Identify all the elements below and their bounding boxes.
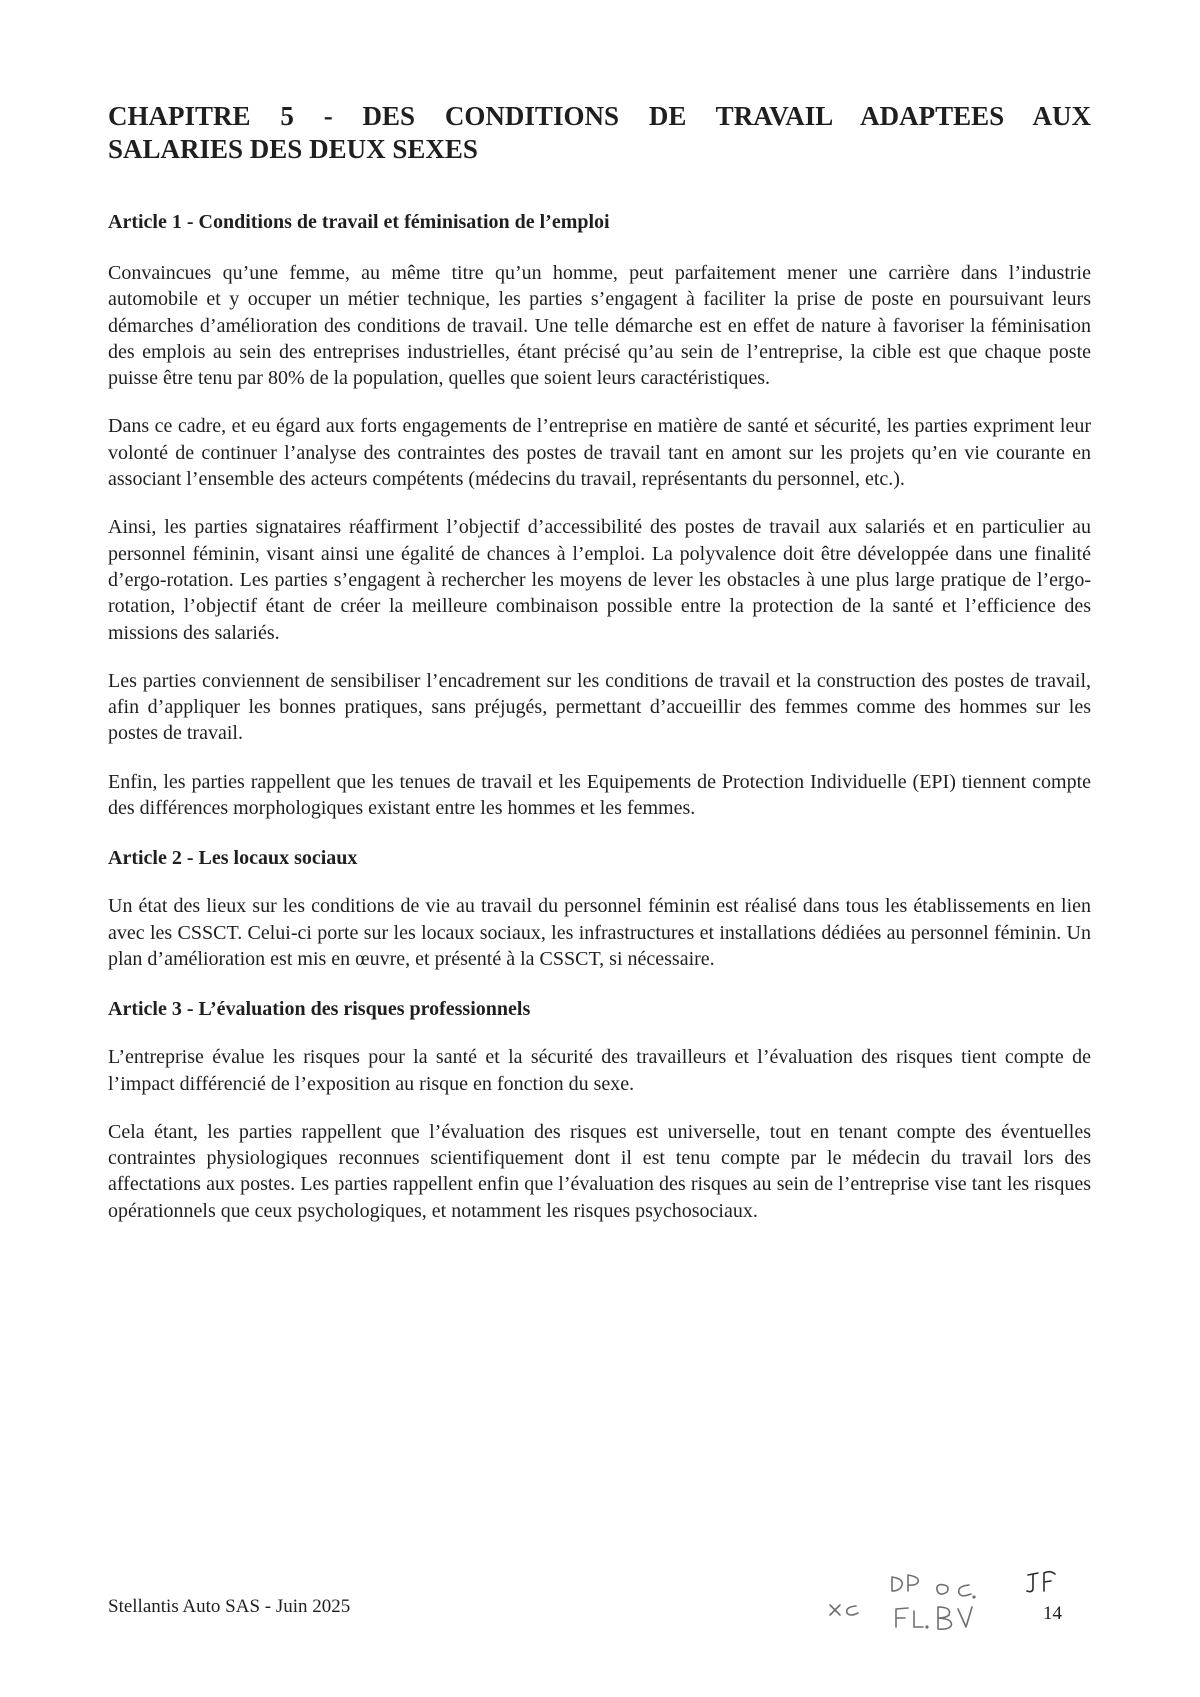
footer-text: Stellantis Auto SAS - Juin 2025 xyxy=(108,1596,351,1617)
initials-oc xyxy=(937,1585,975,1598)
initials-fl xyxy=(896,1608,928,1628)
article-2-paragraph-1: Un état des lieux sur les conditions de vie au travail du personnel féminin est réalisé dans tous les établissements en lien avec les CSSCT. Celui-ci porte sur les locaux sociaux, les infrastructures et installations dédiées au personnel féminin. Un plan d’amélioration est mis en œuvre, et présenté à la CSSCT, si nécessaire. xyxy=(108,895,1091,970)
chapter-title-line-2: SALARIES DES DEUX SEXES xyxy=(108,134,478,164)
initials-xc xyxy=(830,1605,858,1615)
article-1-heading: Article 1 - Conditions de travail et féminisation de l’emploi xyxy=(108,211,610,233)
article-1-paragraph-2: Dans ce cadre, et eu égard aux forts engagements de l’entreprise en matière de santé et sécurité, les parties expriment leur volonté de continuer l’analyse des contraintes des postes de travail tant en amont sur les projets qu’en vie courante en associant l’ensemble des acteurs compétents (médecins du travail, représentants du personnel, etc.). xyxy=(108,415,1091,491)
chapter-title xyxy=(108,100,1091,166)
chapter-title-line-1: CHAPITRE 5 - DES CONDITIONS DE TRAVAIL ADAPTEES AUX xyxy=(108,101,1091,131)
article-1-paragraph-3: Ainsi, les parties signataires réaffirment l’objectif d’accessibilité des postes de travail aux salariés et en particulier au personnel féminin, visant ainsi une égalité de chances à l’emploi. La polyvalence doit être développée dans une finalité d’ergo-rotation. Les parties s’engagent à rechercher les moyens de lever les obstacles à une plus large pratique de l’ergo-rotation, l’objectif étant de créer la meilleure combinaison possible entre la protection de la santé et l’efficience des missions des salariés. xyxy=(108,516,1091,644)
article-2-heading: Article 2 - Les locaux sociaux xyxy=(108,847,358,870)
page-content xyxy=(108,100,1091,1224)
article-3-paragraph-1: L’entreprise évalue les risques pour la santé et la sécurité des travailleurs et l’évaluation des risques tient compte de l’impact différencié de l’exposition au risque en fonction du sexe. xyxy=(108,1046,1091,1095)
page-number: 14 xyxy=(1043,1603,1062,1624)
initials-jf xyxy=(1027,1572,1055,1592)
article-1-paragraph-5: Enfin, les parties rappellent que les tenues de travail et les Equipements de Protection Individuelle (EPI) tiennent compte des différences morphologiques existant entre les hommes et les femmes. xyxy=(108,770,1091,820)
article-3-heading: Article 3 - L’évaluation des risques professionnels xyxy=(108,998,531,1021)
article-1-paragraph-1: Convaincues qu’une femme, au même titre qu’un homme, peut parfaitement mener une carrière dans l’industrie automobile et y occuper un métier technique, les parties s’engagent à faciliter la prise de poste en poursuivant leurs démarches d’amélioration des conditions de travail. Une telle démarche est en effet de nature à favoriser la féminisation des emplois au sein des entreprises industrielles, étant précisé qu’au sein de l’entreprise, la cible est que chaque poste puisse être tenu par 80% de la population, quelles que soient leurs caractéristiques. xyxy=(108,262,1091,390)
article-3-paragraph-2: Cela étant, les parties rappellent que l’évaluation des risques est universelle, tout en tenant compte des éventuelles contraintes physiologiques reconnues scientifiquement dont il est tenu compte par le médecin du travail lors des affectations aux postes. Les parties rappellent enfin que l’évaluation des risques au sein de l’entreprise vise tant les risques opérationnels que ceux psychologiques, et notamment les risques psychosociaux. xyxy=(108,1120,1091,1222)
initials-bv xyxy=(938,1607,972,1629)
article-1-paragraph-4: Les parties conviennent de sensibiliser l’encadrement sur les conditions de travail et la construction des postes de travail, afin d’appliquer les bonnes pratiques, sans préjugés, permettant d’accueillir des femmes comme des hommes sur les postes de travail. xyxy=(108,669,1091,745)
initials-dp xyxy=(892,1575,918,1591)
